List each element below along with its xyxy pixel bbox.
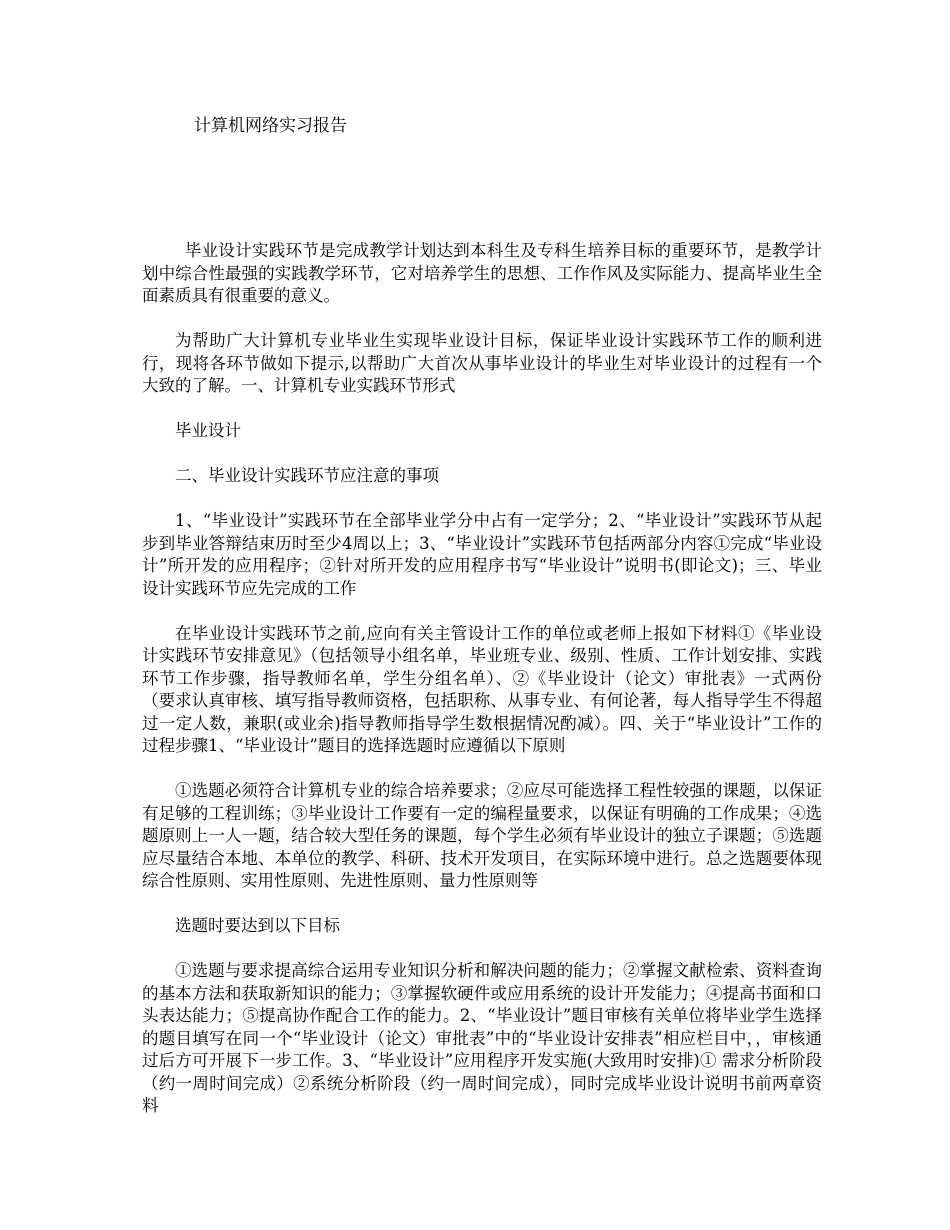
paragraph-purpose: 为帮助广大计算机专业毕业生实现毕业设计目标，保证毕业设计实践环节工作的顺利进行，现将各环节做如下提示,以帮助广大首次从事毕业设计的毕业生对毕业设计的过程有一个大致的了解。一、计算机专业实践环节形式 [142,331,822,395]
section-heading-notes: 二、毕业设计实践环节应注意的事项 [175,466,439,485]
paragraph-goals: ①选题与要求提高综合运用专业知识分析和解决问题的能力；②掌握文献检索、资料查询的基本方法和获取新知识的能力；③掌握软硬件或应用系统的设计开发能力；④提高书面和口头表达能力；⑤提高协作配合工作的能力。2、“毕业设计”题目审核有关单位将毕业学生选择的题目填写在同一个“毕业设计（论文）审批表”中的“毕业设计安排表”相应栏目中，，审核通过后方可开展下一步工作。3、“毕业设计”应用程序开发实施(大致用时安排)① 需求分析阶段（约一周时间完成）②系统分析阶段（约一周时间完成），同时完成毕业设计说明书前两章资料 [142,961,822,1115]
paragraph-goals-heading: 选题时要达到以下目标 [175,916,340,935]
document-body [142,240,822,1118]
paragraph-topic-principles: ①选题必须符合计算机专业的综合培养要求；②应尽可能选择工程性较强的课题，以保证有足够的工程训练；③毕业设计工作要有一定的编程量要求，以保证有明确的工作成果；④选题原则上一人一题，结合较大型任务的课题，每个学生必须有毕业设计的独立子课题；⑤选题应尽量结合本地、本单位的教学、科研、技术开发项目，在实际环境中进行。总之选题要体现综合性原则、实用性原则、先进性原则、量力性原则等 [142,781,822,890]
paragraph-notes: 1、“毕业设计”实践环节在全部毕业学分中占有一定学分；2、“毕业设计”实践环节从起步到毕业答辩结束历时至少4周以上；3、“毕业设计”实践环节包括两部分内容①完成“毕业设计”所开发的应用程序；②针对所开发的应用程序书写“毕业设计”说明书(即论文)；三、毕业设计实践环节应先完成的工作 [142,511,822,598]
paragraph-intro: 毕业设计实践环节是完成教学计划达到本科生及专科生培养目标的重要环节，是教学计划中综合性最强的实践教学环节，它对培养学生的思想、工作作风及实际能力、提高毕业生全面素质具有很重要的意义。 [142,241,822,305]
paragraph-form: 毕业设计 [175,421,241,440]
document-title: 计算机网络实习报告 [194,116,347,136]
paragraph-preparation: 在毕业设计实践环节之前,应向有关主管设计工作的单位或老师上报如下材料①《毕业设计实践环节安排意见》（包括领导小组名单，毕业班专业、级别、性质、工作计划安排、实践环节工作步骤，指导教师名单，学生分组名单）、②《毕业设计（论文）审批表》一式两份（要求认真审核、填写指导教师资格，包括职称、从事专业、有何论著，每人指导学生不得超过一定人数，兼职(或业余)指导教师指导学生数根据情况酌减）。四、关于“毕业设计”工作的过程步骤1、“毕业设计”题目的选择选题时应遵循以下原则 [142,623,822,755]
